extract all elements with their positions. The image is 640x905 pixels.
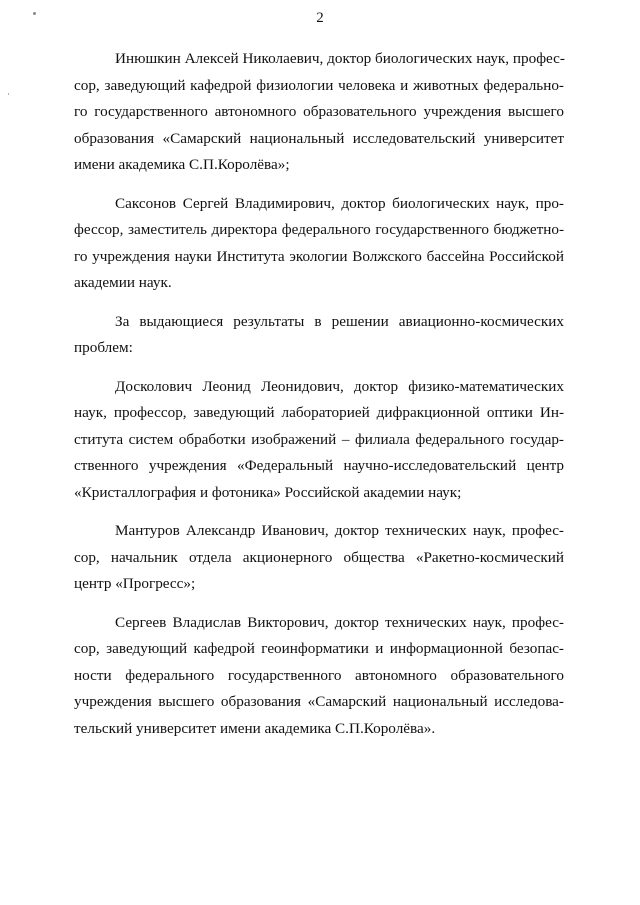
- text-line: центр «Прогресс»;: [74, 575, 196, 592]
- paragraph-inyushkin: [74, 46, 564, 179]
- text-line: учреждения высшего образования «Самарский национальный исследова-: [74, 693, 564, 710]
- text-line: го учреждения науки Института экологии Волжского бассейна Российской: [74, 247, 564, 265]
- text-line: академии наук.: [74, 274, 172, 291]
- text-line: сор, начальник отдела акционерного общества «Ракетно-космический: [74, 548, 564, 566]
- text-line: фессор, заместитель директора федерального государственного бюджетно-: [74, 221, 564, 238]
- text-line: тельский университет имени академика С.П.Королёва».: [74, 719, 436, 737]
- text-line: сор, заведующий кафедрой физиологии человека и животных федерально-: [74, 76, 564, 94]
- text-line: имени академика С.П.Королёва»;: [74, 156, 290, 173]
- text-line: Инюшкин Алексей Николаевич, доктор биологических наук, профес-: [115, 50, 565, 67]
- page-number: 2: [316, 10, 324, 26]
- text-line: проблем:: [74, 339, 133, 356]
- text-line: образования «Самарский национальный исследовательский университет: [74, 129, 564, 147]
- text-line: наук, профессор, заведующий лабораторией дифракционной оптики Ин-: [74, 404, 564, 421]
- text-line: сор, заведующий кафедрой геоинформатики и информационной безопас-: [74, 640, 564, 657]
- scan-speck: [8, 93, 9, 95]
- text-line: го государственного автономного образовательного учреждения высшего: [74, 103, 564, 120]
- document-body: [74, 46, 564, 742]
- text-line: За выдающиеся результаты в решении авиационно-космических: [115, 312, 564, 330]
- text-line: ственного учреждения «Федеральный научно-исследовательский центр: [74, 457, 564, 474]
- text-line: Мантуров Александр Иванович, доктор технических наук, профес-: [115, 522, 564, 539]
- paragraph-doskolovich: [74, 374, 564, 507]
- text-line: Сергеев Владислав Викторович, доктор технических наук, профес-: [115, 613, 564, 631]
- text-line: ности федерального государственного автономного образовательного: [74, 666, 564, 684]
- paragraph-sergeev: [74, 610, 564, 743]
- paragraph-manturov: [74, 518, 564, 598]
- text-line: Саксонов Сергей Владимирович, доктор биологических наук, про-: [115, 194, 564, 212]
- section-heading-aerospace: [74, 309, 564, 362]
- text-line: «Кристаллография и фотоника» Российской академии наук;: [74, 483, 462, 501]
- paragraph-saksonov: [74, 191, 564, 297]
- text-line: ститута систем обработки изображений – филиала федерального государ-: [74, 430, 564, 448]
- text-line: Досколович Леонид Леонидович, доктор физико-математических: [115, 377, 564, 395]
